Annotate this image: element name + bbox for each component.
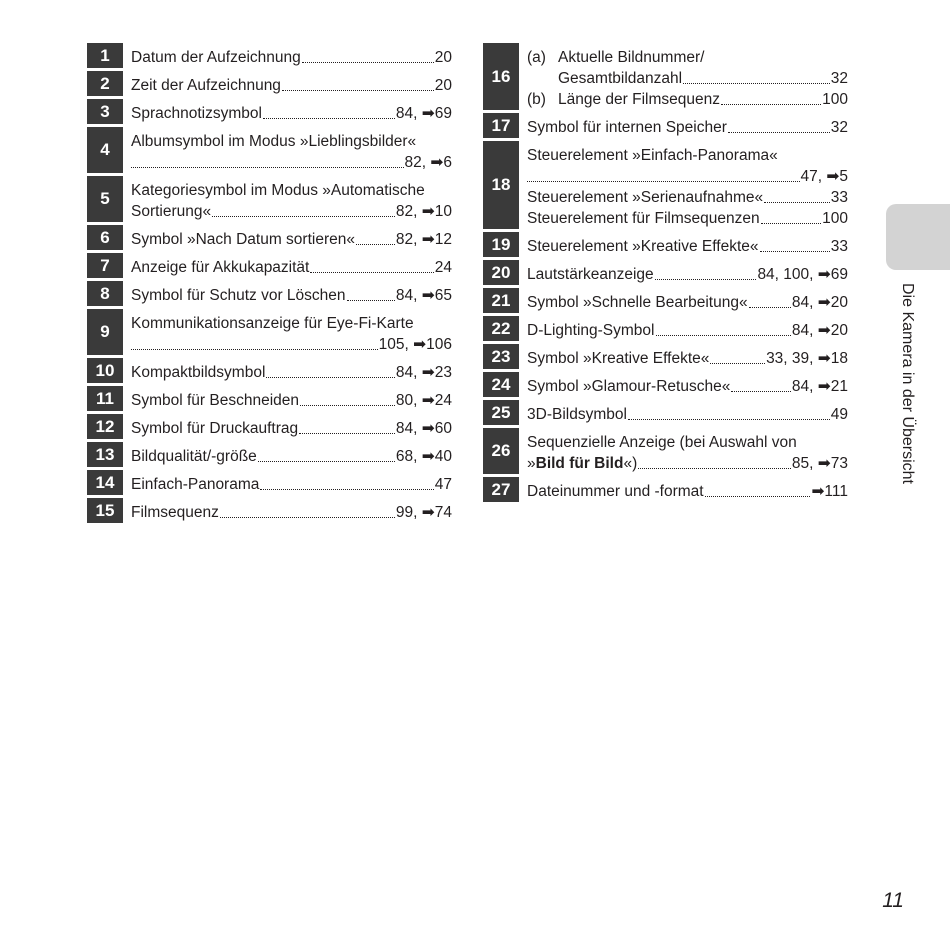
entry-text: Symbol »Kreative Effekte« [527,350,710,367]
entry-body [519,428,848,477]
page-reference: 20 [434,49,452,66]
entry-text: Länge der Filmsequenz [558,91,720,108]
page-reference: 84, ➡20 [791,322,848,339]
leader-dots [347,298,395,301]
page-reference: 84, ➡20 [791,294,848,311]
leader-dots [638,466,791,469]
leader-dots [260,487,433,490]
entry-line [527,432,848,453]
leader-dots [263,116,395,119]
page-reference: 32 [830,119,848,136]
entry-number: 13 [87,442,123,470]
entry-text: Einfach-Panorama [131,476,260,493]
entry-text: Symbol für internen Speicher [527,119,727,136]
leader-dots [356,242,395,245]
leader-dots [628,417,830,420]
page-reference: 47, ➡5 [800,168,848,185]
entry-number: 21 [483,288,519,316]
right-column [483,43,848,505]
entry-text: Symbol für Beschneiden [131,392,300,409]
entry-text: Kategoriesymbol im Modus »Automatische [131,182,425,199]
sub-entry-label: (b) [527,91,546,108]
entry-line [131,446,452,467]
page-reference: 84, ➡21 [791,378,848,395]
legend-entry [483,43,848,113]
entry-number: 19 [483,232,519,260]
entry-body [123,253,452,281]
legend-entry [87,309,452,358]
page-reference: 33, 39, ➡18 [766,350,848,367]
entry-line [527,404,848,425]
leader-dots [258,459,395,462]
legend-entry [87,470,452,498]
leader-dots [731,389,791,392]
leader-dots [705,494,811,497]
entry-line [131,334,452,355]
entry-line [131,131,452,152]
page-reference: ➡111 [811,483,848,500]
entry-text: Steuerelement »Einfach-Panorama« [527,147,778,164]
entry-body [123,43,452,71]
page-reference: 80, ➡24 [395,392,452,409]
entry-line [131,201,452,222]
legend-entry [483,288,848,316]
page-reference: 47 [434,476,452,493]
page-reference: 33 [830,189,848,206]
leader-dots [131,165,404,168]
entry-text: Dateinummer und -format [527,483,704,500]
entry-number: 15 [87,498,123,526]
entry-line [527,166,848,187]
sub-entry [527,47,848,89]
entry-number: 20 [483,260,519,288]
leader-dots [300,403,395,406]
leader-dots [710,361,765,364]
sub-entry-content [558,47,848,89]
sub-entry [527,89,848,110]
leader-dots [266,375,395,378]
leader-dots [761,221,822,224]
entry-body [123,442,452,470]
leader-dots [760,249,830,252]
entry-number: 22 [483,316,519,344]
entry-text: Kompaktbildsymbol [131,364,266,381]
entry-line [131,418,452,439]
entry-text: Bildqualität/-größe [131,448,257,465]
legend-entry [87,99,452,127]
entry-text: Steuerelement »Serienaufnahme« [527,189,764,206]
legend-entry [483,232,848,260]
entry-number: 2 [87,71,123,99]
entry-body [519,141,848,232]
entry-line [131,152,452,173]
page-reference: 84, ➡65 [395,287,452,304]
entry-body [123,127,452,176]
entry-line [527,187,848,208]
entry-text: Symbol »Nach Datum sortieren« [131,231,355,248]
entry-body [123,176,452,225]
entry-body [123,309,452,358]
section-tab-label: Die Kamera in der Übersicht [899,283,916,484]
page-reference: 105, ➡106 [378,336,452,353]
legend-entry [87,442,452,470]
legend-entry [483,316,848,344]
entry-text: Symbol für Schutz vor Löschen [131,287,346,304]
entry-line [131,103,452,124]
legend-entry [483,260,848,288]
legend-entry [87,253,452,281]
legend-entry [87,414,452,442]
leader-dots [220,515,395,518]
leader-dots [655,277,757,280]
entry-text: Filmsequenz [131,504,219,521]
legend-entry [87,358,452,386]
entry-number: 23 [483,344,519,372]
entry-number: 14 [87,470,123,498]
leader-dots [683,81,830,84]
page-reference: 33 [830,238,848,255]
legend-entry [87,127,452,176]
entry-text: Symbol für Druckauftrag [131,420,299,437]
entry-line [131,313,452,334]
entry-line [131,75,452,96]
entry-line [131,502,452,523]
entry-body [519,400,848,428]
entry-line [131,257,452,278]
leader-dots [721,102,821,105]
page-reference: 32 [830,70,848,87]
legend-entry [87,498,452,526]
page-reference: 84, 100, ➡69 [757,266,848,283]
entry-number: 12 [87,414,123,442]
entry-body [519,372,848,400]
page-reference: 100 [822,91,848,108]
entry-number: 10 [87,358,123,386]
leader-dots [282,88,434,91]
entry-text: Gesamtbildanzahl [558,70,683,87]
sub-entry-content [558,89,848,110]
entry-number: 3 [87,99,123,127]
entry-line [527,348,848,369]
page-reference: 82, ➡12 [395,231,452,248]
entry-text: Sequenzielle Anzeige (bei Auswahl von [527,434,797,451]
section-tab [886,204,950,270]
page-reference: 82, ➡6 [404,154,452,171]
entry-body [519,43,848,113]
entry-line [527,453,848,474]
entry-number: 18 [483,141,519,232]
entry-number: 7 [87,253,123,281]
leader-dots [764,200,830,203]
entry-text: Zeit der Aufzeichnung [131,77,281,94]
page-reference: 84, ➡23 [395,364,452,381]
entry-line [558,47,848,68]
entry-body [123,386,452,414]
entry-text-suffix: «) [623,455,638,472]
entry-text: Datum der Aufzeichnung [131,49,301,66]
entry-body [123,414,452,442]
page-reference: 24 [434,259,452,276]
legend-entry [483,428,848,477]
entry-body [519,477,848,505]
entry-body [123,225,452,253]
entry-line [131,180,452,201]
entry-line [131,474,452,495]
entry-body [519,232,848,260]
legend-entry [87,71,452,99]
entry-body [519,260,848,288]
entry-text: Symbol »Glamour-Retusche« [527,378,731,395]
entry-line [131,47,452,68]
entry-line [527,145,848,166]
entry-number: 16 [483,43,519,113]
entry-number: 17 [483,113,519,141]
entry-number: 11 [87,386,123,414]
entry-text: Sortierung« [131,203,212,220]
page-reference: 84, ➡60 [395,420,452,437]
entry-line [131,229,452,250]
entry-line [527,208,848,229]
entry-text: Aktuelle Bildnummer/ [558,49,705,66]
entry-line [131,362,452,383]
entry-number: 8 [87,281,123,309]
leader-dots [749,305,791,308]
page-reference: 85, ➡73 [791,455,848,472]
entry-line [527,376,848,397]
legend-entry [483,141,848,232]
entry-body [123,470,452,498]
entry-text-prefix: » [527,455,536,472]
entry-body [519,288,848,316]
entry-text: 3D-Bildsymbol [527,406,627,423]
entry-text [527,453,637,474]
entry-line [527,320,848,341]
entry-number: 6 [87,225,123,253]
legend-entry [483,477,848,505]
entry-line [527,264,848,285]
entry-number: 1 [87,43,123,71]
entry-line [527,292,848,313]
left-column [87,43,452,526]
entry-text-bold: Bild für Bild [535,455,624,472]
entry-text: Albumsymbol im Modus »Lieblingsbilder« [131,133,417,150]
page-reference: 84, ➡69 [395,105,452,122]
entry-body [519,113,848,141]
entry-text: Kommunikationsanzeige für Eye-Fi-Karte [131,315,414,332]
leader-dots [728,130,830,133]
leader-dots [310,270,433,273]
legend-entry [87,176,452,225]
legend-entry [483,400,848,428]
entry-body [123,281,452,309]
entry-text: Symbol »Schnelle Bearbeitung« [527,294,748,311]
entry-line [558,89,848,110]
entry-body [123,498,452,526]
entry-number: 4 [87,127,123,176]
entry-text: Lautstärkeanzeige [527,266,654,283]
entry-line [131,390,452,411]
legend-entry [87,281,452,309]
entry-number: 25 [483,400,519,428]
legend-entry [483,372,848,400]
page-number: 11 [882,889,904,912]
entry-text: Steuerelement »Kreative Effekte« [527,238,759,255]
legend-entry [483,344,848,372]
entry-number: 26 [483,428,519,477]
entry-body [123,99,452,127]
legend-entry [87,225,452,253]
page-reference: 49 [830,406,848,423]
entry-line [131,285,452,306]
entry-number: 5 [87,176,123,225]
page-reference: 82, ➡10 [395,203,452,220]
entry-number: 24 [483,372,519,400]
entry-line [558,68,848,89]
leader-dots [656,333,791,336]
leader-dots [212,214,395,217]
entry-number: 9 [87,309,123,358]
entry-number: 27 [483,477,519,505]
leader-dots [131,347,378,350]
leader-dots [302,60,434,63]
entry-text: D-Lighting-Symbol [527,322,655,339]
legend-entry [87,386,452,414]
entry-body [123,71,452,99]
entry-line [527,117,848,138]
leader-dots [527,179,800,182]
entry-line [527,236,848,257]
entry-text: Sprachnotizsymbol [131,105,262,122]
legend-entry [483,113,848,141]
entry-text: Steuerelement für Filmsequenzen [527,210,760,227]
page-reference: 68, ➡40 [395,448,452,465]
legend-entry [87,43,452,71]
page-reference: 20 [434,77,452,94]
page-reference: 100 [822,210,848,227]
entry-body [519,316,848,344]
entry-text: Anzeige für Akkukapazität [131,259,310,276]
entry-body [519,344,848,372]
entry-line [527,481,848,502]
entry-body [123,358,452,386]
leader-dots [299,431,395,434]
page-reference: 99, ➡74 [395,504,452,521]
sub-entry-label: (a) [527,49,546,66]
